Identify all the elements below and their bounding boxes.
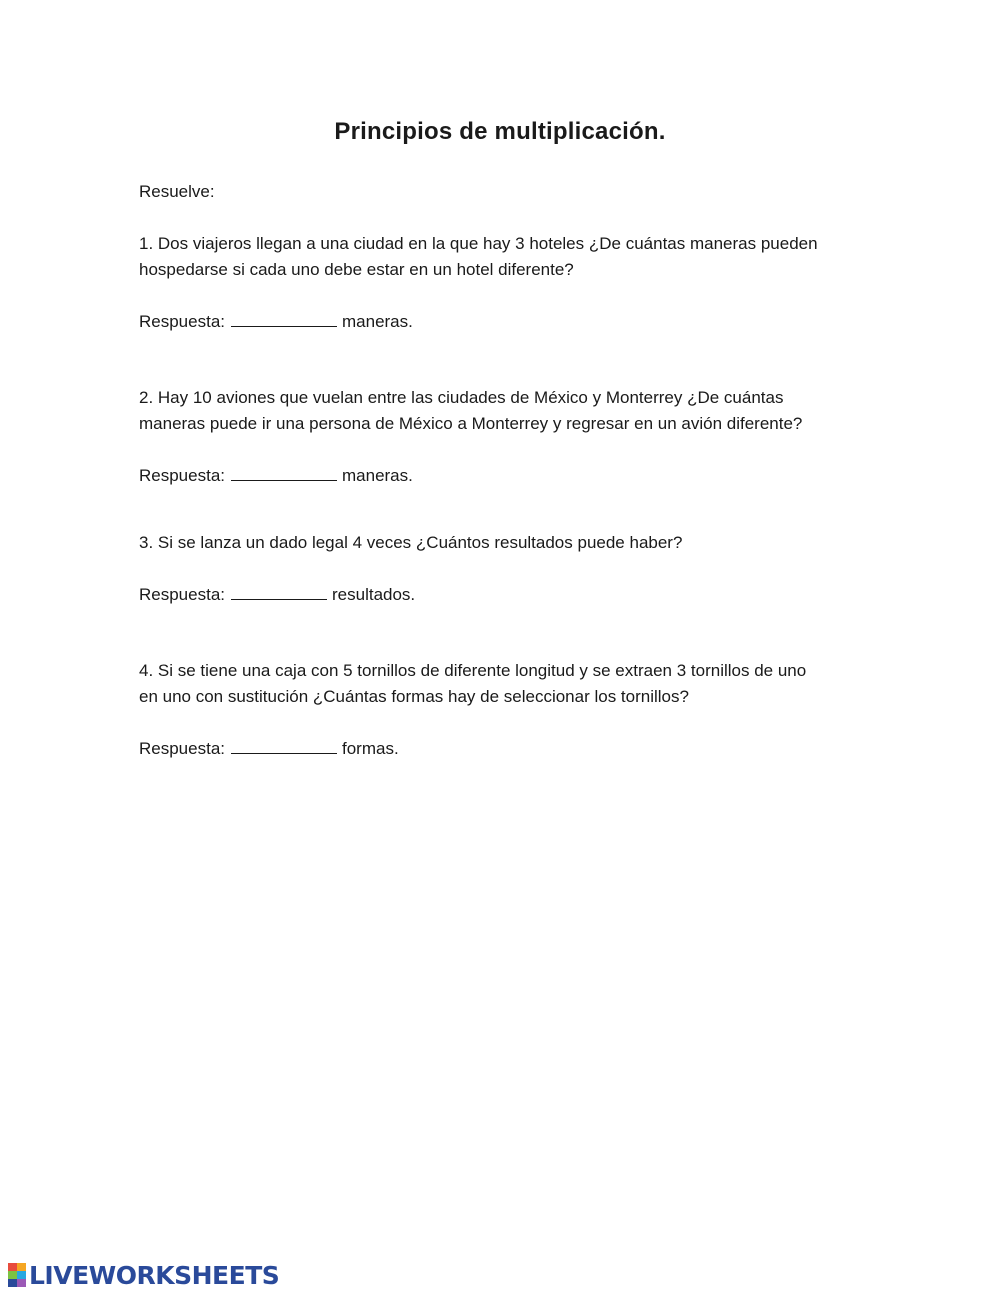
answer-blank-1[interactable] bbox=[231, 311, 337, 327]
answer-label: Respuesta: bbox=[139, 585, 225, 604]
answer-blank-2[interactable] bbox=[231, 465, 337, 481]
answer-label: Respuesta: bbox=[139, 739, 225, 758]
answer-unit: maneras. bbox=[342, 312, 413, 331]
logo-text: LIVEWORKSHEETS bbox=[29, 1260, 280, 1290]
answer-label: Respuesta: bbox=[139, 466, 225, 485]
logo-mark-icon bbox=[8, 1263, 26, 1287]
answer-row-3 bbox=[139, 582, 859, 608]
question-4-line-2: en uno con sustitución ¿Cuántas formas hay de seleccionar los tornillos? bbox=[139, 687, 689, 706]
answer-label: Respuesta: bbox=[139, 312, 225, 331]
answer-blank-3[interactable] bbox=[231, 584, 327, 600]
answer-row-1 bbox=[139, 309, 859, 335]
page-title: Principios de multiplicación. bbox=[334, 118, 666, 145]
answer-row-4 bbox=[139, 736, 859, 762]
question-1-line-2: hospedarse si cada uno debe estar en un hotel diferente? bbox=[139, 260, 574, 279]
question-3-line-1: 3. Si se lanza un dado legal 4 veces ¿Cuántos resultados puede haber? bbox=[139, 533, 683, 552]
instruction-text: Resuelve: bbox=[139, 182, 215, 201]
answer-unit: formas. bbox=[342, 739, 399, 758]
answer-unit: maneras. bbox=[342, 466, 413, 485]
question-2-line-1: 2. Hay 10 aviones que vuelan entre las ciudades de México y Monterrey ¿De cuántas bbox=[139, 388, 784, 407]
answer-unit: resultados. bbox=[332, 585, 416, 604]
answer-blank-4[interactable] bbox=[231, 738, 337, 754]
question-4-line-1: 4. Si se tiene una caja con 5 tornillos de diferente longitud y se extraen 3 tornillos de uno bbox=[139, 661, 807, 680]
answer-row-2 bbox=[139, 463, 859, 489]
question-2-line-2: maneras puede ir una persona de México a Monterrey y regresar en un avión diferente? bbox=[139, 414, 803, 433]
question-1-line-1: 1. Dos viajeros llegan a una ciudad en la que hay 3 hoteles ¿De cuántas maneras pueden bbox=[139, 234, 818, 253]
liveworksheets-logo[interactable] bbox=[8, 1260, 279, 1290]
